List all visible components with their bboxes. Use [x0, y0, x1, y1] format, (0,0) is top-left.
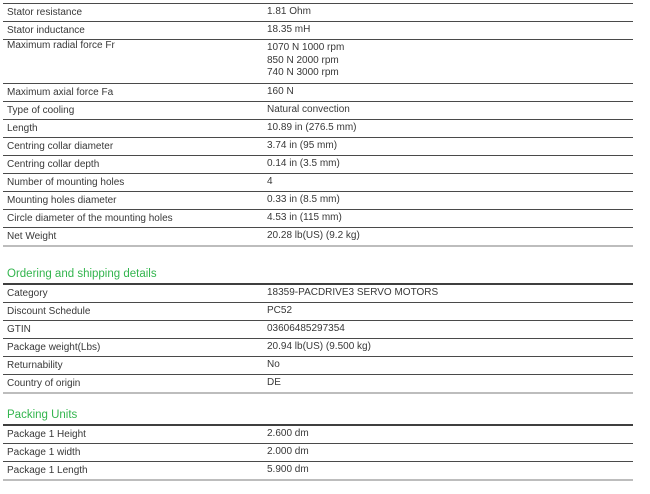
row-value: 2.600 dm [267, 428, 309, 440]
table-row [3, 356, 633, 374]
row-label: Package 1 Length [7, 465, 88, 476]
table-row [3, 4, 633, 21]
row-label: GTIN [7, 324, 31, 335]
row-value: 18.35 mH [267, 24, 311, 36]
row-label: Length [7, 123, 38, 134]
table-row [3, 426, 633, 443]
row-value: Natural convection [267, 104, 350, 116]
row-label: Package 1 Height [7, 429, 86, 440]
row-value: 5.900 dm [267, 464, 309, 476]
row-label: Stator resistance [7, 7, 83, 18]
table-row [3, 21, 633, 39]
table-row [3, 320, 633, 338]
table-row [3, 209, 633, 227]
row-value: 03606485297354 [267, 323, 345, 335]
table-row [3, 191, 633, 209]
row-label: Circle diameter of the mounting holes [7, 213, 173, 224]
section-heading-ordering: Ordering and shipping details [7, 268, 157, 280]
table-row [3, 461, 633, 479]
row-label: Type of cooling [7, 105, 75, 116]
table-row [3, 374, 633, 392]
table-row [3, 227, 633, 245]
row-value: 18359-PACDRIVE3 SERVO MOTORS [267, 287, 439, 299]
row-label: Centring collar depth [7, 159, 100, 170]
row-value: 2.000 dm [267, 446, 309, 458]
row-value: 10.89 in (276.5 mm) [267, 122, 357, 134]
table-row [3, 443, 633, 461]
table-row [3, 338, 633, 356]
row-value: 20.94 lb(US) (9.500 kg) [267, 341, 371, 353]
row-value: 0.14 in (3.5 mm) [267, 158, 340, 170]
table-row [3, 173, 633, 191]
row-value: 1.81 Ohm [267, 6, 311, 18]
row-value: 160 N [267, 86, 294, 98]
row-value: No [267, 359, 280, 371]
row-label: Stator inductance [7, 25, 85, 36]
packing-table [3, 424, 633, 481]
row-label: Package weight(Lbs) [7, 342, 101, 353]
row-label: Returnability [7, 360, 63, 371]
row-value: 4.53 in (115 mm) [267, 212, 342, 224]
row-value: 20.28 lb(US) (9.2 kg) [267, 230, 360, 242]
table-row [3, 137, 633, 155]
table-row [3, 39, 633, 83]
row-label: Net Weight [7, 231, 57, 242]
row-label: Package 1 width [7, 447, 81, 458]
row-label: Centring collar diameter [7, 141, 114, 152]
table-row [3, 285, 633, 302]
row-label: Discount Schedule [7, 306, 91, 317]
row-label: Category [7, 288, 48, 299]
row-label: Country of origin [7, 378, 81, 389]
row-label: Number of mounting holes [7, 177, 125, 188]
row-value: DE [267, 377, 281, 389]
table-row [3, 302, 633, 320]
table-row [3, 119, 633, 137]
row-value: 3.74 in (95 mm) [267, 140, 338, 152]
section-heading-packing: Packing Units [7, 409, 78, 421]
table-row [3, 101, 633, 119]
row-value: 4 [267, 176, 273, 188]
row-value: 0.33 in (8.5 mm) [267, 194, 340, 206]
row-label: Mounting holes diameter [7, 195, 117, 206]
row-value: PC52 [267, 305, 293, 317]
specs-table [3, 3, 633, 247]
table-row [3, 155, 633, 173]
row-label: Maximum radial force Fr [7, 40, 115, 51]
row-value: 1070 N 1000 rpm 850 N 2000 rpm 740 N 3000 rpm [267, 42, 345, 78]
table-row [3, 83, 633, 101]
row-label: Maximum axial force Fa [7, 87, 114, 98]
ordering-table [3, 283, 633, 394]
